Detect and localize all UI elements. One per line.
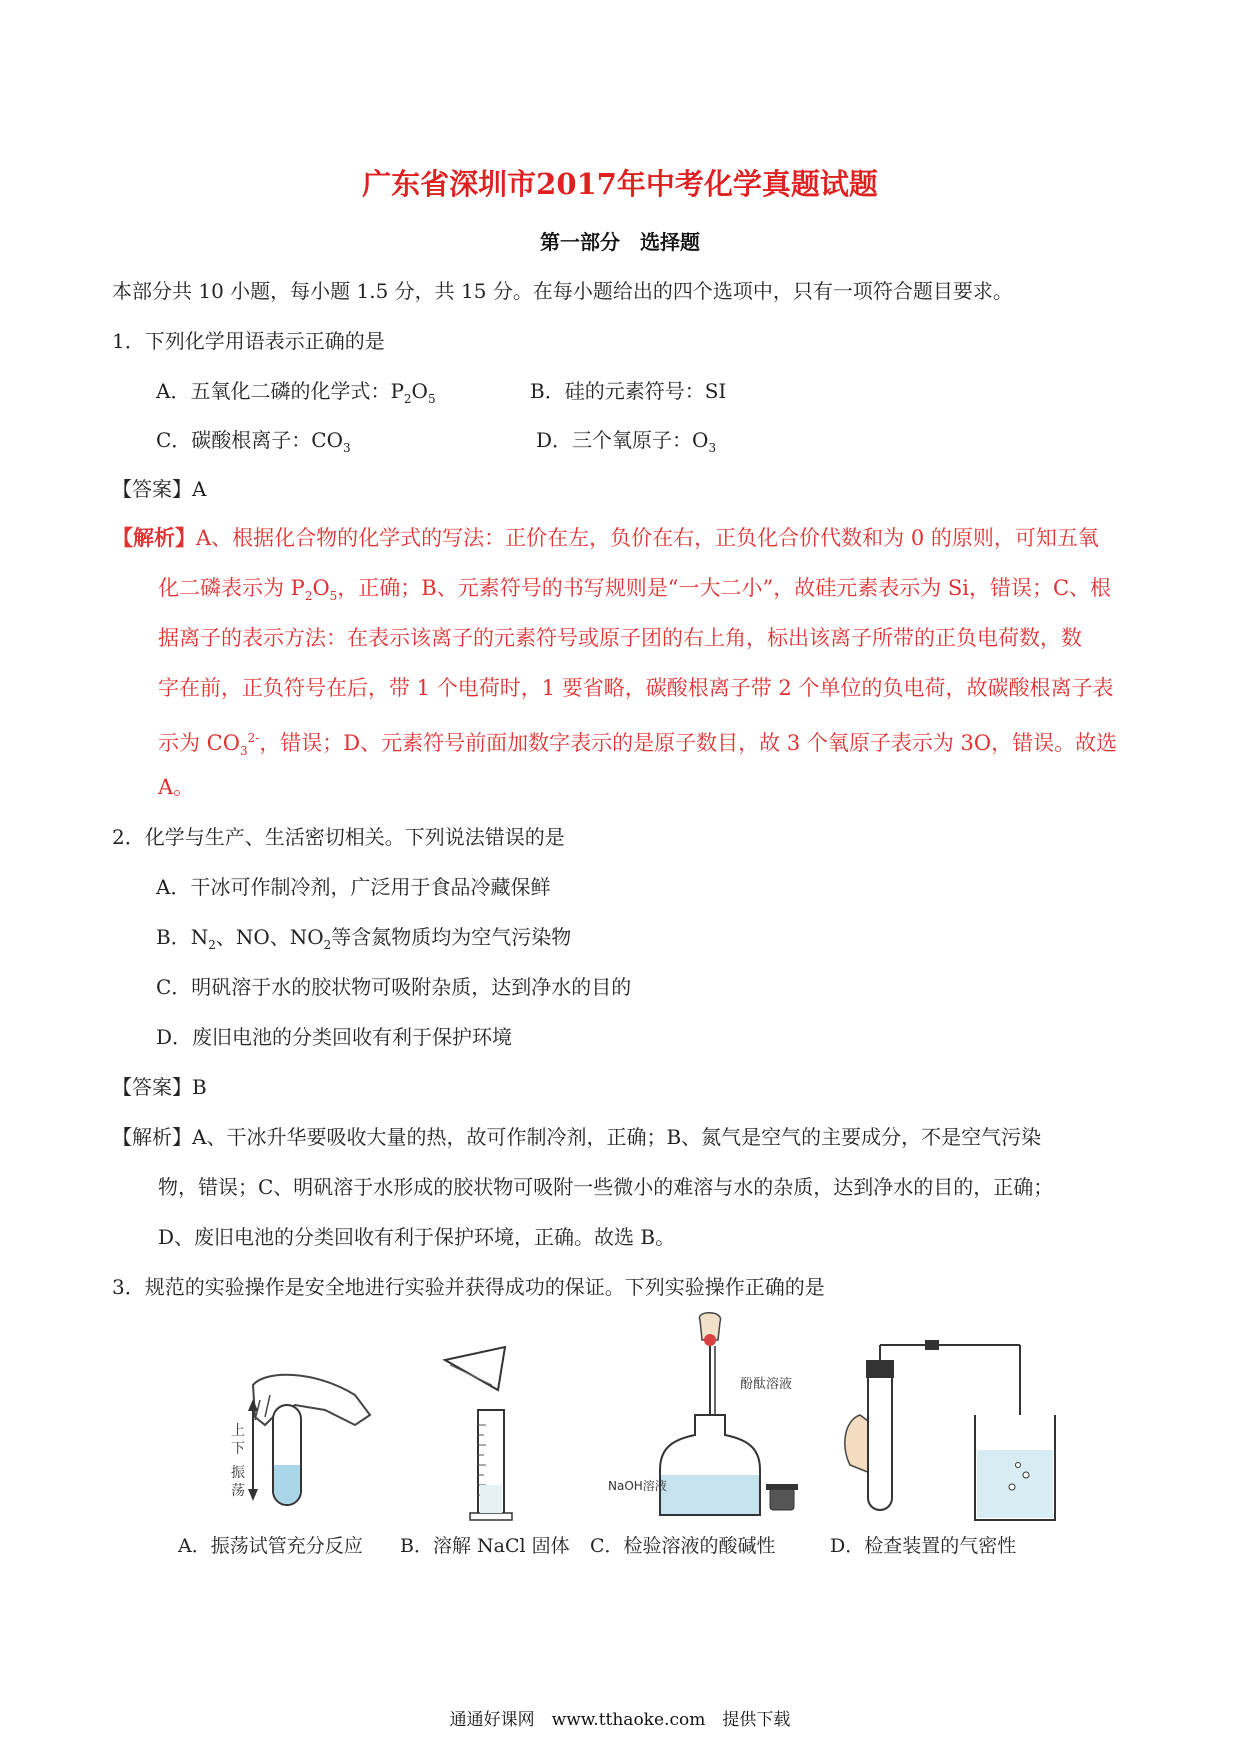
part-heading: 第一部分 选择题 <box>540 230 700 254</box>
page-footer: 通通好课网 www.tthaoke.com 提供下载 <box>449 1710 791 1730</box>
q1-opt-a-text: A．五氧化二磷的化学式：P <box>156 379 404 403</box>
q1-stem: 1．下列化学用语表示正确的是 <box>112 329 385 353</box>
q1-analysis-sub-2s1: 2 <box>304 589 313 604</box>
q2-opt-b-sub2: 2 <box>323 938 332 952</box>
q2-option-b <box>156 922 571 960</box>
q1-opt-c-text: C．碳酸根离子：CO <box>156 428 344 452</box>
q1-option-a <box>156 376 436 414</box>
fig-c-label-side: NaOH溶液 <box>608 1479 667 1493</box>
page-title: 广东省深圳市2017年中考化学真题试题 <box>362 167 878 201</box>
figure-d-airtightness-setup <box>820 1325 1060 1530</box>
q1-answer: 【答案】A <box>112 477 207 501</box>
q2-analysis-line-1: 【解析】A、干冰升华要吸收大量的热，故可作制冷剂，正确；B、氮气是空气的主要成分，不是空气污染 <box>112 1125 1042 1149</box>
figure-b-caption: B．溶解 NaCl 固体 <box>400 1535 570 1557</box>
q1-option-c <box>156 425 351 463</box>
q1-analysis-sub-2s2: 5 <box>329 589 338 604</box>
q1-opt-d-sub: 3 <box>708 441 717 455</box>
q2-opt-b-post: 等含氮物质均为空气污染物 <box>331 925 572 949</box>
q2-option-a: A．干冰可作制冷剂，广泛用于食品冷藏保鲜 <box>156 875 551 899</box>
q1-analysis-line-4: 字在前，正负符号在后，带 1 个电荷时，1 要省略，碳酸根离子带 2 个单位的负电荷，故碳酸根离子表 <box>158 676 1114 700</box>
q1-analysis-sup-5: 2- <box>247 731 260 745</box>
fig-a-side-char-2: 下 <box>231 1441 245 1457</box>
figure-a-caption: A．振荡试管充分反应 <box>178 1535 363 1557</box>
q1-option-d <box>536 425 716 463</box>
q1-analysis-text-2b: O <box>312 576 330 600</box>
q1-opt-c-sub: 3 <box>343 441 351 455</box>
q2-opt-b-sub1: 2 <box>208 938 216 952</box>
q2-analysis-line-3: D、废旧电池的分类回收有利于保护环境，正确。故选 B。 <box>158 1225 676 1249</box>
figure-d-caption: D．检查装置的气密性 <box>830 1535 1017 1557</box>
q1-opt-a-mid: O <box>411 379 428 403</box>
q2-stem: 2．化学与生产、生活密切相关。下列说法错误的是 <box>112 825 565 849</box>
q1-analysis-line-5 <box>158 723 1117 766</box>
fig-c-label-top: 酚酞溶液 <box>740 1377 793 1392</box>
q1-opt-a-sub1: 2 <box>403 392 412 406</box>
figure-c-dropper-bottle <box>600 1310 810 1530</box>
q1-analysis-line-6: A。 <box>158 775 195 799</box>
figure-b-graduated-cylinder <box>430 1335 540 1530</box>
figure-a-shaking-tube <box>165 1355 395 1530</box>
q1-analysis-text-5b: ，错误；D、元素符号前面加数字表示的是原子数目，故 3 个氧原子表示为 3O，错误。故选 <box>259 731 1118 755</box>
q1-analysis-line-3: 据离子的表示方法：在表示该离子的元素符号或原子团的右上角，标出该离子所带的正负电荷数，数 <box>158 626 1082 650</box>
fig-a-side-char-4: 荡 <box>231 1483 245 1499</box>
q2-opt-b-mid: 、NO、NO <box>215 925 324 949</box>
section-intro: 本部分共 10 小题，每小题 1.5 分，共 15 分。在每小题给出的四个选项中，只有一项符合题目要求。 <box>112 279 1013 303</box>
q1-analysis-label: 【解析】 <box>112 525 196 550</box>
q2-analysis-line-2: 物，错误；C、明矾溶于水形成的胶状物可吸附一些微小的难溶与水的杂质，达到净水的目的，正确； <box>158 1175 1054 1199</box>
q1-opt-d-text: D．三个氧原子：O <box>536 428 709 452</box>
q2-opt-b-pre: B．N <box>156 925 209 949</box>
q1-opt-a-sub2: 5 <box>427 392 436 406</box>
q1-option-b: B．硅的元素符号：SI <box>530 379 727 403</box>
q1-analysis-text-1: A、根据化合物的化学式的写法：正价在左，负价在右，正负化合价代数和为 0 的原则，可知五氧 <box>196 526 1099 550</box>
figure-c-caption: C．检验溶液的酸碱性 <box>590 1535 776 1557</box>
q3-stem: 3．规范的实验操作是安全地进行实验并获得成功的保证。下列实验操作正确的是 <box>112 1275 825 1299</box>
q1-analysis-text-5a: 示为 CO <box>158 731 240 755</box>
q1-analysis-sub-5: 3 <box>239 744 248 759</box>
q2-answer: 【答案】B <box>112 1075 207 1099</box>
fig-a-side-char-3: 振 <box>231 1465 245 1481</box>
q2-option-c: C．明矾溶于水的胶状物可吸附杂质，达到净水的目的 <box>156 975 632 999</box>
q1-analysis-text-2c: ，正确；B、元素符号的书写规则是“一大二小”，故硅元素表示为 Si，错误；C、根 <box>337 576 1112 600</box>
q2-option-d: D．废旧电池的分类回收有利于保护环境 <box>156 1025 513 1049</box>
fig-a-side-char-1: 上 <box>231 1423 245 1439</box>
q1-analysis-line-2 <box>158 573 1111 611</box>
q1-analysis-line-1 <box>112 523 1099 553</box>
q1-analysis-text-2a: 化二磷表示为 P <box>158 576 305 600</box>
